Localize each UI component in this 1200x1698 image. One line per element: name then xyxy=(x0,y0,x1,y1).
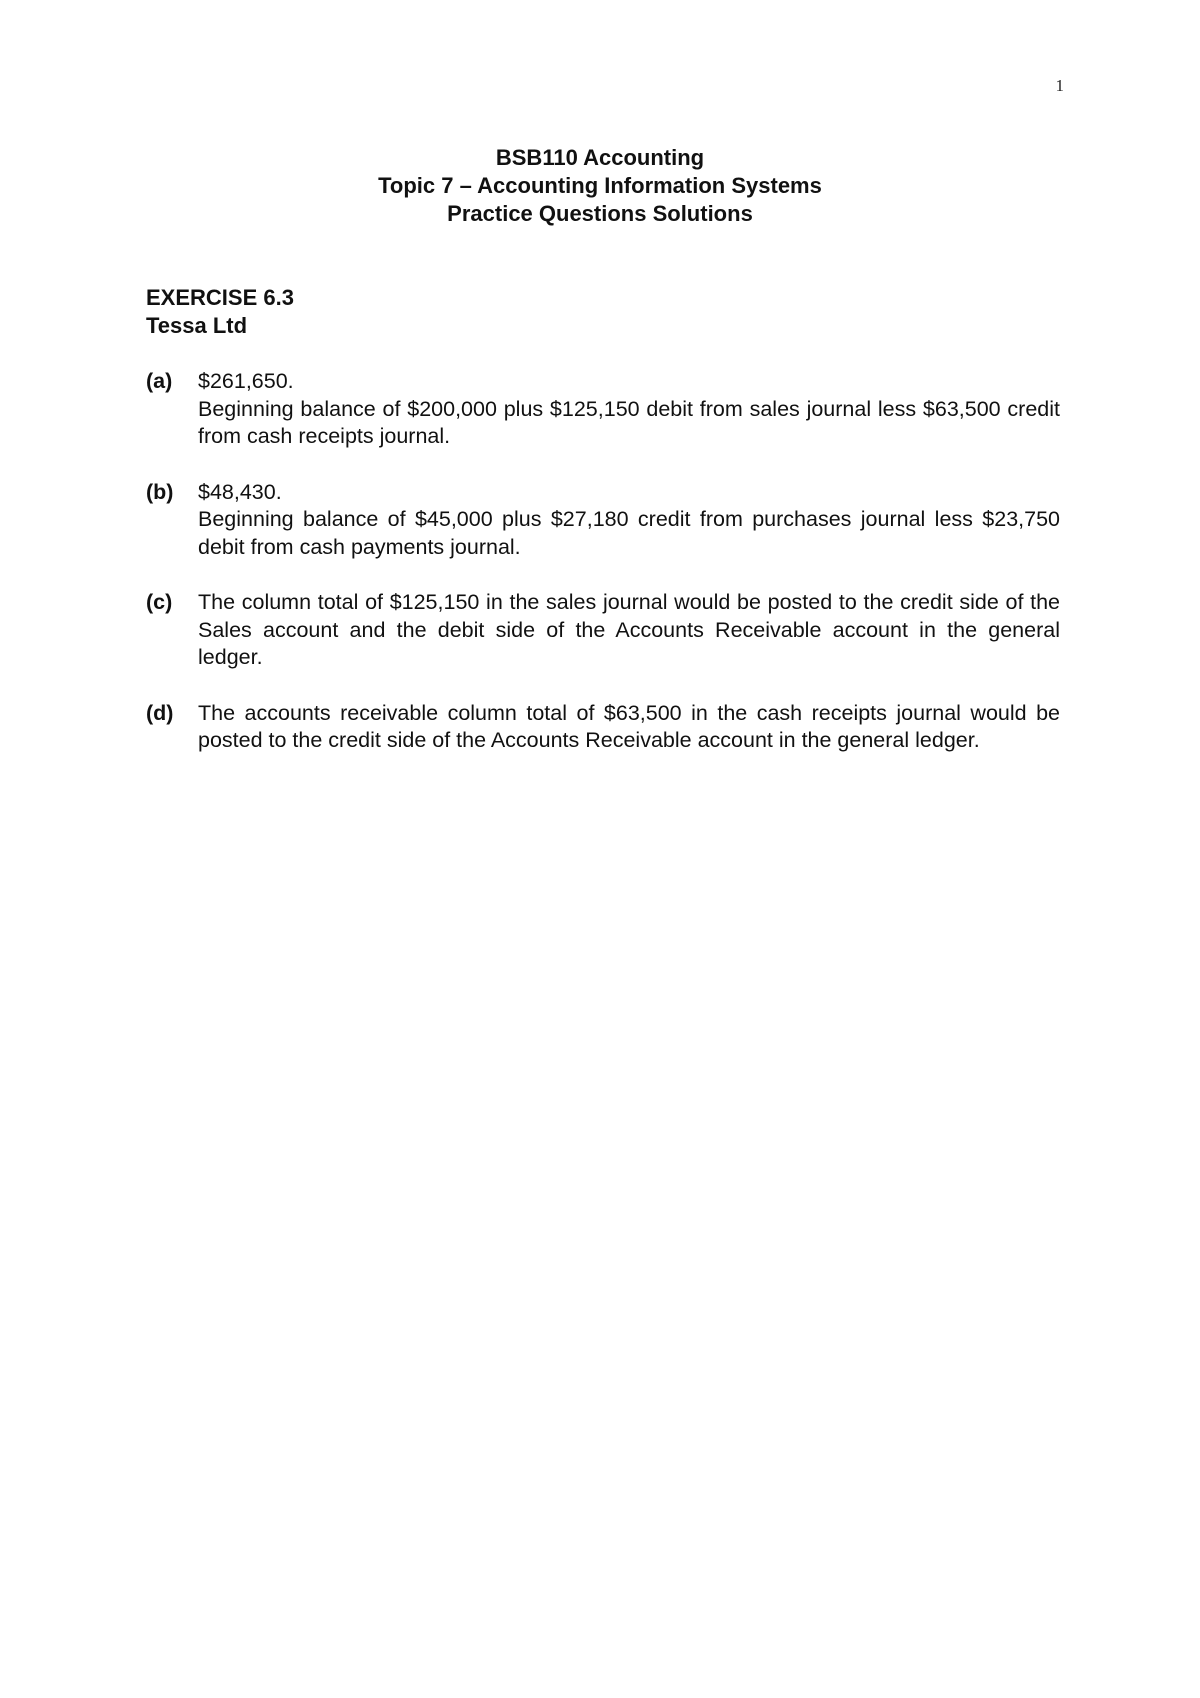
exercise-heading xyxy=(146,284,294,340)
answer-label: (b) xyxy=(146,479,174,504)
answer-body xyxy=(198,479,1060,562)
answer-label: (a) xyxy=(146,369,173,393)
answer-body xyxy=(198,700,1060,755)
answer-list xyxy=(146,368,1060,783)
answer-label: (d) xyxy=(146,700,174,725)
page-number: 1 xyxy=(1055,76,1064,95)
answer-label: (c) xyxy=(146,590,173,614)
answer-b xyxy=(146,479,1060,562)
answer-explanation: The column total of $125,150 in the sales journal would be posted to the credit side of the Sales account and the debit side of the Accounts Receivable account in the general ledger. xyxy=(198,590,1060,669)
answer-c xyxy=(146,589,1060,672)
answer-value: $48,430. xyxy=(198,479,282,504)
document-title xyxy=(0,144,1200,228)
answer-a xyxy=(146,368,1060,451)
answer-body xyxy=(198,589,1060,672)
company-name: Tessa Ltd xyxy=(146,313,248,338)
answer-explanation: Beginning balance of $45,000 plus $27,180 credit from purchases journal less $23,750 debit from cash payments journal. xyxy=(198,507,1060,559)
topic-title: Topic 7 – Accounting Information Systems xyxy=(378,173,822,198)
answer-explanation: The accounts receivable column total of $63,500 in the cash receipts journal would be posted to the credit side of the Accounts Receivable account in the general ledger. xyxy=(198,700,1060,752)
answer-d xyxy=(146,700,1060,755)
answer-body xyxy=(198,368,1060,451)
answer-value: $261,650. xyxy=(198,369,294,393)
document-subtitle: Practice Questions Solutions xyxy=(447,201,753,226)
exercise-number: EXERCISE 6.3 xyxy=(146,285,294,310)
answer-explanation: Beginning balance of $200,000 plus $125,150 debit from sales journal less $63,500 credit from cash receipts journal. xyxy=(198,396,1060,448)
course-title: BSB110 Accounting xyxy=(495,145,705,170)
